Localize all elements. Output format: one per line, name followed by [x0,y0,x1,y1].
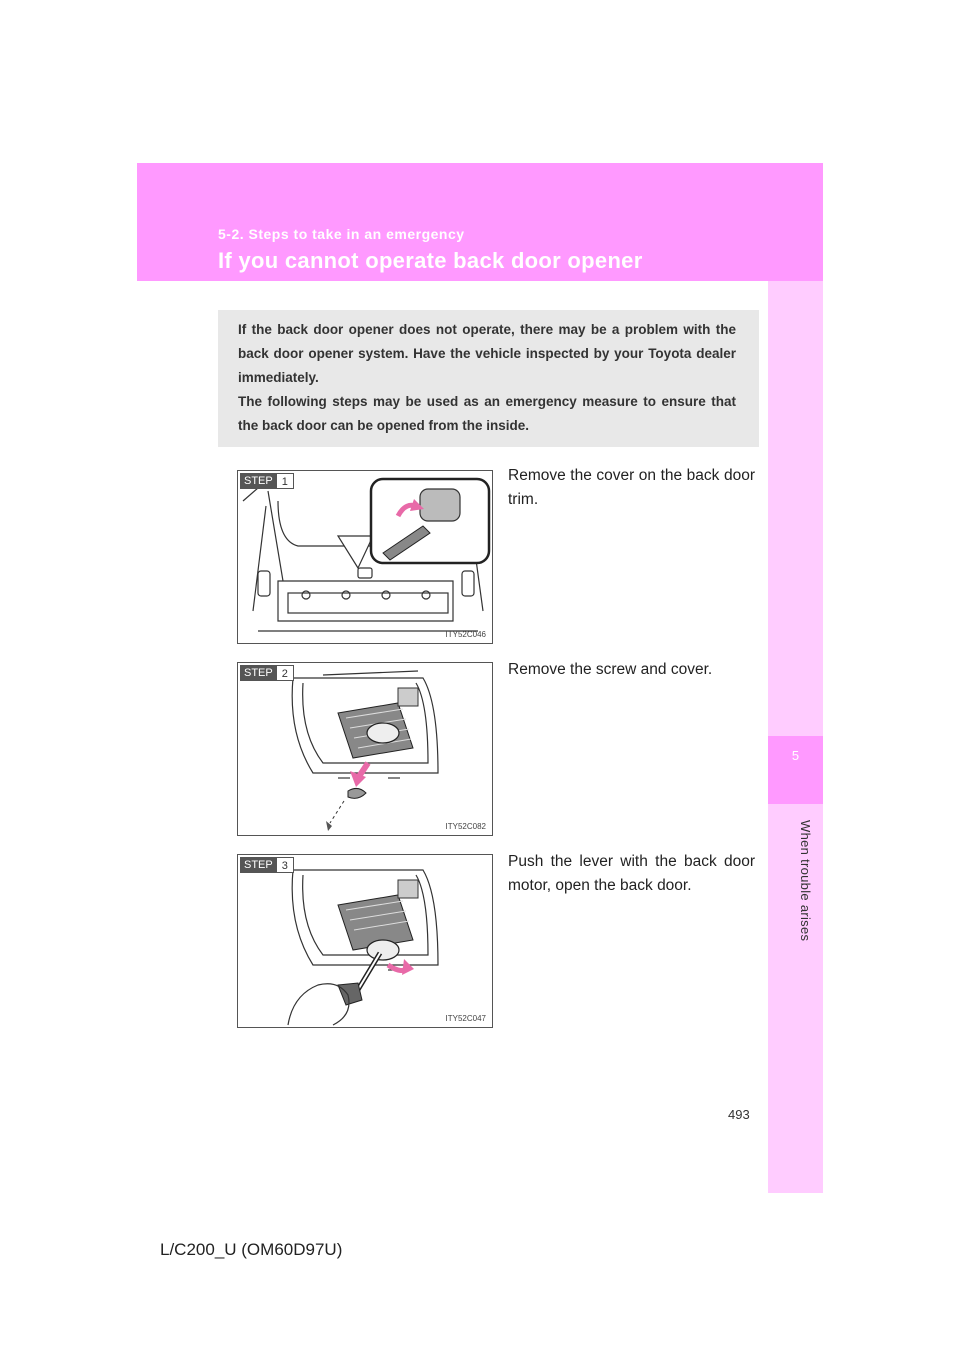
step-1-figure-code: ITY52C046 [445,630,486,639]
step-1-label: STEP [240,473,277,489]
chapter-label: When trouble arises [798,820,813,942]
page-title: If you cannot operate back door opener [218,248,643,273]
intro-paragraph-2: The following steps may be used as an emergency measure to ensure that the back door can be opened from the inside. [238,394,736,433]
step-2-figure-code: ITY52C082 [445,822,486,831]
step-3-illustration [237,854,493,1028]
step-3-label: STEP [240,857,277,873]
step-2-text: Remove the screw and cover. [508,661,713,678]
push-lever-drawing [238,855,492,1027]
section-label: 5-2. Steps to take in an emergency [218,226,465,242]
chapter-number: 5 [791,748,800,763]
step-3-badge [240,857,294,873]
screw-and-cover-drawing [238,663,492,835]
step-1-number: 1 [277,473,294,489]
step-2-label: STEP [240,665,277,681]
step-2-badge [240,665,294,681]
step-2-number: 2 [277,665,294,681]
step-3-figure-code: ITY52C047 [445,1014,486,1023]
footer-document-code: L/C200_U (OM60D97U) [160,1240,343,1259]
page-number: 493 [728,1107,750,1122]
step-3-text: Push the lever with the back door motor, open the back door. [508,853,755,894]
step-1-badge [240,473,294,489]
back-door-trim-drawing [238,471,492,643]
step-3-number: 3 [277,857,294,873]
intro-paragraph-1: If the back door opener does not operate, there may be a problem with the back door opener system. Have the vehicle inspected by your Toyota dealer immediately. [238,322,736,385]
step-1-illustration [237,470,493,644]
step-1-text: Remove the cover on the back door trim. [508,467,755,508]
intro-text [238,318,736,438]
chapter-number-tab [768,736,823,804]
step-2-illustration [237,662,493,836]
